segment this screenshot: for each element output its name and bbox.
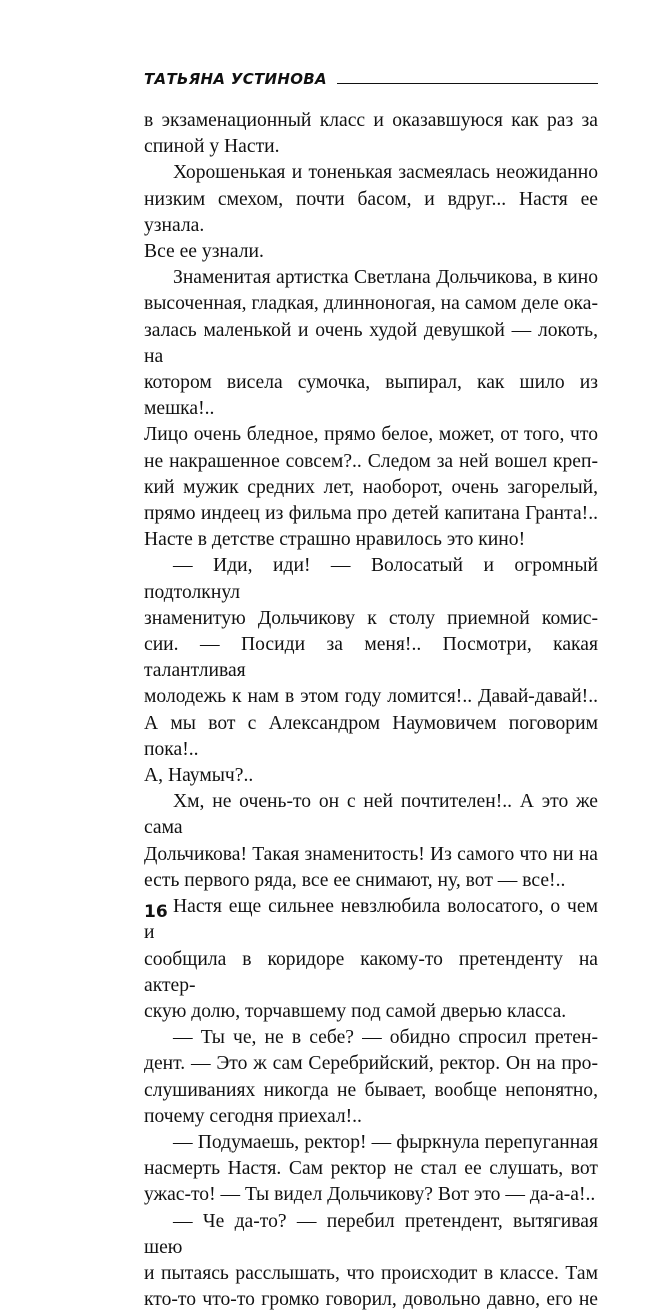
- text-line: знаменитую Дольчикову к столу приемной комис-: [144, 607, 598, 629]
- text-line: дент. — Это ж сам Серебрийский, ректор. Он на про-: [144, 1053, 598, 1075]
- text-line: спиной у Насти.: [144, 136, 280, 158]
- text-line: А, Наумыч?..: [144, 765, 254, 787]
- text-line: котором висела сумочка, выпирал, как шило из мешка!..: [144, 372, 598, 420]
- text-line: высоченная, гладкая, длинноногая, на самом деле ока-: [144, 293, 598, 315]
- text-line: насмерть Настя. Сам ректор не стал ее слушать, вот: [144, 1158, 598, 1180]
- text-line: в экзаменационный класс и оказавшуюся как раз за: [144, 110, 598, 131]
- text-line: молодежь к нам в этом году ломится!.. Давай-давай!..: [144, 686, 598, 708]
- text-line: прямо индеец из фильма про детей капитана Гранта!..: [144, 503, 598, 525]
- text-line: сообщила в коридоре какому-то претенденту на актер-: [144, 948, 598, 996]
- text-line: скую долю, торчавшему под самой дверью класса.: [144, 1000, 567, 1022]
- text-line: А мы вот с Александром Наумовичем поговорим пока!..: [144, 712, 598, 760]
- text-line: есть первого ряда, все ее снимают, ну, вот — все!..: [144, 869, 566, 891]
- text-line: — Ты че, не в себе? — обидно спросил претен-: [173, 1027, 598, 1049]
- text-line: Хорошенькая и тоненькая засмеялась неожиданно: [173, 162, 598, 184]
- page-number: 16: [144, 902, 168, 922]
- text-line: залась маленькой и очень худой девушкой — локоть, на: [144, 319, 598, 367]
- text-line: ужас-то! — Ты видел Дольчикову? Вот это — да-а-а!..: [144, 1184, 596, 1206]
- text-line: Настя еще сильнее невзлюбила волосатого, о чем и: [144, 896, 598, 944]
- text-line: слушиваниях никогда не бывает, вообще непонятно,: [144, 1079, 598, 1101]
- text-line: Дольчикова! Такая знаменитость! Из самого что ни на: [144, 843, 598, 865]
- text-line: почему сегодня приехал!..: [144, 1105, 362, 1127]
- text-line: Знаменитая артистка Светлана Дольчикова, в кино: [173, 267, 598, 289]
- running-header: [144, 66, 598, 88]
- text-line: — Че да-то? — перебил претендент, вытягивая шею: [144, 1210, 598, 1258]
- text-line: кто-то что-то громко говорил, довольно давно, его не: [144, 1289, 598, 1311]
- text-line: не накрашенное совсем?.. Следом за ней вошел креп-: [144, 450, 598, 472]
- text-line: Лицо очень бледное, прямо белое, может, от того, что: [144, 424, 598, 446]
- text-line: сии. — Посиди за меня!.. Посмотри, какая талантливая: [144, 634, 598, 682]
- body-text: [144, 108, 598, 1313]
- text-line: и пытаясь расслышать, что происходит в классе. Там: [144, 1262, 598, 1284]
- text-line: — Иди, иди! — Волосатый и огромный подтолкнул: [144, 555, 598, 603]
- text-line: Насте в детстве страшно нравилось это кино!: [144, 529, 526, 551]
- author-name: ТАТЬЯНА УСТИНОВА: [144, 70, 327, 88]
- header-rule: [337, 83, 598, 84]
- text-line: кий мужик средних лет, наоборот, очень загорелый,: [144, 476, 598, 498]
- text-line: Хм, не очень-то он с ней почтителен!.. А это же сама: [144, 791, 598, 839]
- text-line: низким смехом, почти басом, и вдруг... Настя ее узнала.: [144, 188, 598, 236]
- text-line: Все ее узнали.: [144, 241, 264, 263]
- text-line: — Подумаешь, ректор! — фыркнула перепуганная: [173, 1131, 598, 1153]
